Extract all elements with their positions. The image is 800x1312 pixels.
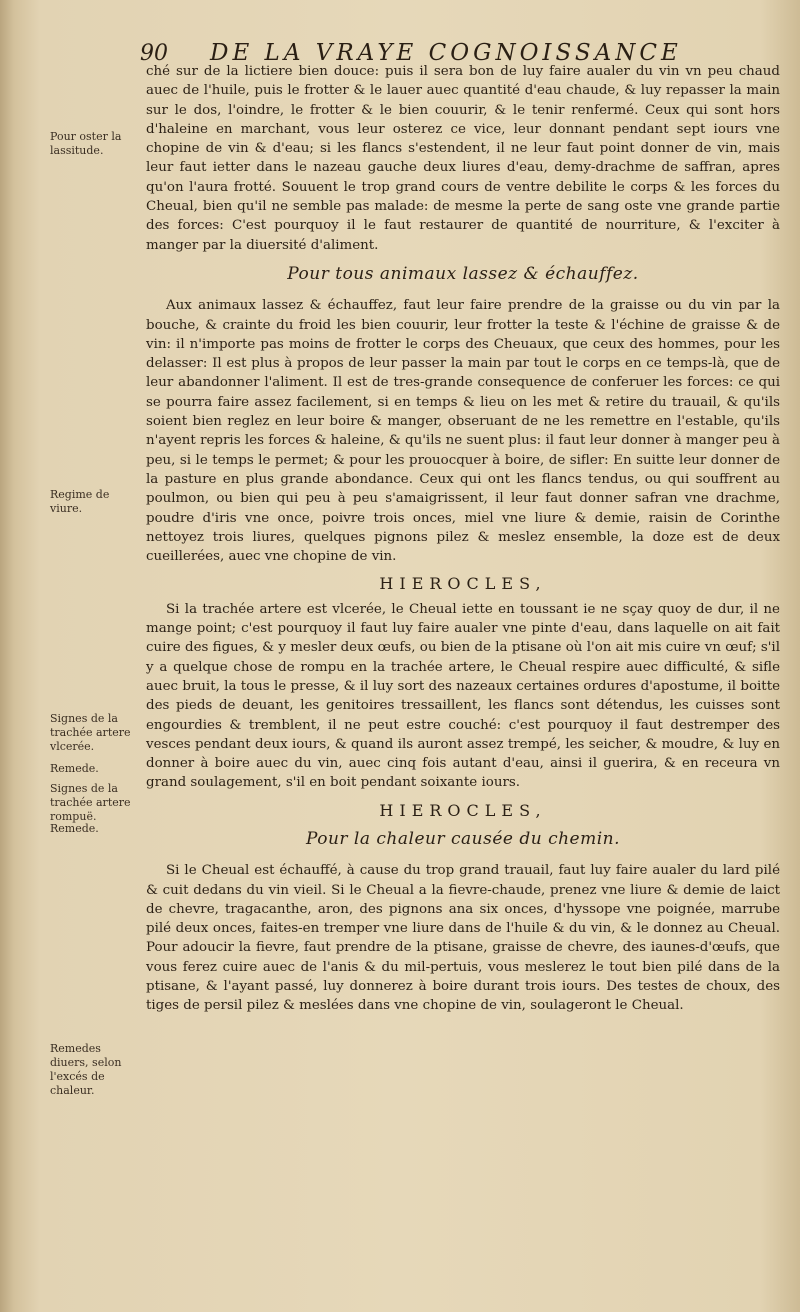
margin-note-lassitude: Pour oster la lassitude. <box>50 130 122 157</box>
page-number: 90 <box>140 41 168 66</box>
main-text <box>146 62 780 1016</box>
running-head: DE LA VRAYE COGNOISSANCE <box>210 40 682 66</box>
paragraph-4: Si le Cheual est échauffé, à cause du trop grand trauail, faut luy faire aualer du lard pilé & cuit dedans du vin vieil. Si le Cheual a la fievre-chaude, prenez vne liure & demie de laict de chevre, tragacanthe, aron, des pignons ana six onces, d'hyssope vne poignée, marrube pilé deux onces, faites-en tremper vne liure dans de l'huile & du vin, & le donnez au Cheual. Pour adoucir la fievre, faut prendre de la ptisane, graisse de chevre, des iaunes-d'œufs, que vous ferez cuire auec de l'anis & du mil-pertuis, vous meslerez le tout bien pilé dans de la ptisane, & l'ayant passé, luy donnerez à boire durant trois iours. Des testes de choux, des tiges de persil pilez & meslées dans vne chopine de vin, soulageront le Cheual. <box>146 863 780 1014</box>
margin-note-remede-2: Remede. <box>50 822 99 835</box>
section-title-lassez: Pour tous animaux lassez & échauffez. <box>287 263 639 284</box>
section-heading-hierocles-2: HIEROCLES, <box>379 800 547 820</box>
margin-note-remedes-chaleur: Remedes diuers, selon l'excés de chaleur. <box>50 1042 122 1097</box>
margin-note-trachee-vlceree: Signes de la trachée artere vlcerée. <box>50 712 131 753</box>
margin-note-regime: Regime de viure. <box>50 488 110 515</box>
paragraph-2: Aux animaux lassez & échauffez, faut leur faire prendre de la graisse ou du vin par la bouche, & crainte du froid les bien couurir, leur frotter la teste & l'échine de graisse & de vin: il n'importe pas moins de frotter le corps des Cheuaux, que ceux des hommes, pour les delasser: Il est plus à propos de leur passer la main par tout le corps en ce temps-là, que de leur abandonner l'aliment. Il est de tres-grande consequence de conferuer les forces: ce qui se pourra faire assez facilement, si en temps & lieu on les met & retire du trauail, & qu'ils soient bien reglez en leur boire & manger, obseruant de ne les remettre en l'estable, qu'ils n'ayent repris les forces & haleine, & qu'ils ne suent plus: il faut leur donner à manger peu à peu, si le temps le permet; & pour les prouocquer à boire, de sifler: En suitte leur donner de la pasture en plus grande abondance. Ceux qui ont les flancs tendus, ou qui souffrent au poulmon, ou bien qui peu à peu s'amaigrissent, il leur faut donner safran vne drachme, poudre d'iris vne once, poivre trois onces, miel vne liure & demie, raisin de Corinthe nettoyez trois liures, quelques pignons pilez & meslez ensemble, la doze est de deux cueillerées, auec vne chopine de vin. <box>146 298 780 565</box>
margin-note-trachee-rompue: Signes de la trachée artere rompuë. <box>50 782 131 823</box>
section-title-chaleur: Pour la chaleur causée du chemin. <box>305 828 621 849</box>
paragraph-1: ché sur de la lictiere bien douce: puis il sera bon de luy faire aualer du vin vn peu chaud auec de l'huile, puis le frotter & le lauer auec quantité d'eau chaude, & luy repasser la main sur le dos, l'oindre, le frotter & le bien couurir, & le tenir renfermé. Ceux qui sont hors d'haleine en marchant, vous leur osterez ce vice, leur donnant pendant sept iours vne chopine de vin & d'eau; si les flancs s'estendent, il ne leur faut point donner de vin, mais leur faut ietter dans le nazeau gauche deux liures d'eau, demy-drachme de saffran, apres qu'on l'aura frotté. Souuent le trop grand cours de ventre debilite le corps & les forces du Cheual, bien qu'il ne semble pas malade: de mesme la perte de sang oste vne grande partie des forces: C'est pourquoy il le faut restaurer de quantité de nourriture, & l'exciter à manger par la diuersité d'aliment. <box>146 64 780 253</box>
margin-note-remede-1: Remede. <box>50 762 99 775</box>
paragraph-3: Si la trachée artere est vlcerée, le Cheual iette en toussant ie ne sçay quoy de dur, il ne mange point; c'est pourquoy il faut luy faire aualer vne pinte d'eau, dans laquelle on ait fait cuire des figues, & y mesler deux œufs, ou bien de la ptisane où l'on ait mis cuire vn œuf; s'il y a quelque chose de rompu en la trachée artere, le Cheual respire auec difficulté, & sifle auec bruit, la tous le presse, & il luy sort des nazeaux certaines ordures d'apostume, il boitte des pieds de deuant, les genitoires tressaillent, les flancs sont détendus, les cuisses sont engourdies & tremblent, il ne peut estre couché: c'est pourquoy il faut destremper des vesces pendant deux iours, & quand ils auront assez trempé, les seicher, & moudre, & luy en donner à boire auec du vin, auec cinq fois autant d'eau, ainsi il guerira, & en receura vn grand soulagement, s'il en boit pendant soixante iours. <box>146 601 780 791</box>
section-heading-hierocles-1: HIEROCLES, <box>379 574 547 594</box>
